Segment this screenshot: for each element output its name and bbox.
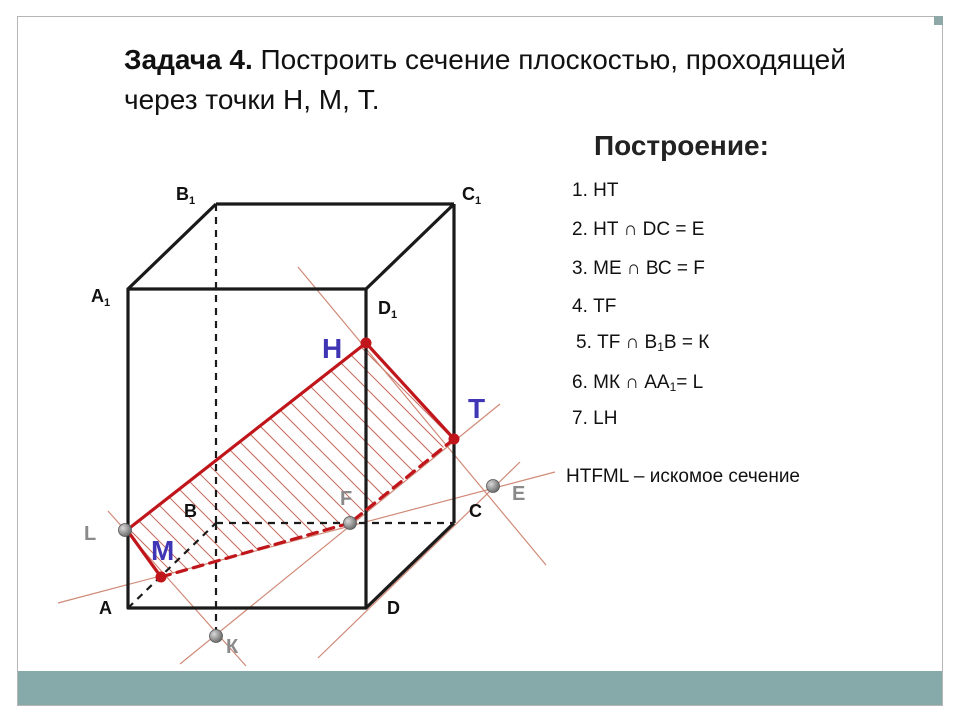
hatch-line [116,300,756,720]
aux-line-ht [298,267,546,565]
step-text: МК ∩ АА [593,372,670,393]
point-e-dot [487,480,500,493]
hatch-line [170,300,810,720]
step-text: ТF [593,296,617,317]
point-m-dot [156,572,167,583]
hatch-line [26,300,666,720]
edge-c1d1 [366,204,454,289]
auxiliary-lines [58,267,555,666]
hatch-line [206,300,846,720]
step-number: 2. [572,219,594,240]
step-subscript: 1 [657,340,664,354]
point-label-m: М [151,535,175,566]
point-k-dot [210,630,223,643]
vertex-label-c: C [469,501,482,521]
point-l-dot [119,524,132,537]
point-label-f: F [340,488,353,510]
vertex-label-c1: $C_1$ [462,184,482,207]
hatch-line [188,300,828,720]
point-h-dot [361,338,372,349]
hatch-line [0,300,612,720]
step-number: 6. [572,372,594,393]
hatch-line [0,300,414,720]
hatch-line [260,300,900,720]
vertex-label-d1: $D_1$ [378,298,398,321]
vertex-label-d: D [387,598,400,618]
step-subscript: 1 [669,380,677,394]
problem-number: Задача 4. [124,44,253,75]
visible-edges [128,204,454,608]
step-text: LH [593,408,618,429]
step-text: = L [676,372,704,393]
step-number: 5. [576,332,598,353]
hatch-line [0,300,504,720]
problem-statement: Построить сечение плоскостью, проходящей через точки Н, М, Т. [124,44,846,115]
hatch-line [0,300,594,720]
point-f-dot [344,517,357,530]
step-number: 4. [572,296,594,317]
construction-heading: Построение: [594,130,769,161]
point-label-t: Т [468,393,486,424]
hatch-line [0,300,630,720]
step-text: В = К [663,332,710,353]
point-label-l: L [84,523,97,545]
step-number: 7. [572,408,594,429]
point-label-k: К [226,636,239,658]
step-number: 3. [572,258,594,279]
point-label-h: Н [322,333,343,364]
step-text: ТF ∩ В [597,332,658,353]
hatch-line [0,300,576,720]
hatch-line [44,300,684,720]
hatch-line [80,300,720,720]
hatch-line [296,300,936,720]
vertex-label-a: A [99,598,112,618]
step-text: НТ ∩ DC = Е [593,219,705,240]
result-statement: HTFML – искомое сечение [566,466,801,487]
hatch-line [0,300,522,720]
step-text: НТ [593,180,619,201]
step-number: 1. [572,180,594,201]
point-label-e: Е [512,483,526,505]
point-t-dot [449,434,460,445]
hatch-line [278,300,918,720]
step-text: МЕ ∩ ВС = F [593,258,705,279]
edge-cd [366,523,454,608]
hatch-line [0,300,360,720]
hatch-line [0,300,540,720]
hatch-line [62,300,702,720]
hatch-line [224,300,864,720]
section-points [156,338,460,583]
vertex-label-b1: $B_1$ [176,184,196,207]
segment-ht [366,343,454,439]
edge-a1b1 [128,204,216,289]
vertex-label-a1: $A_1$ [91,286,111,309]
vertex-label-b: B [184,501,197,521]
